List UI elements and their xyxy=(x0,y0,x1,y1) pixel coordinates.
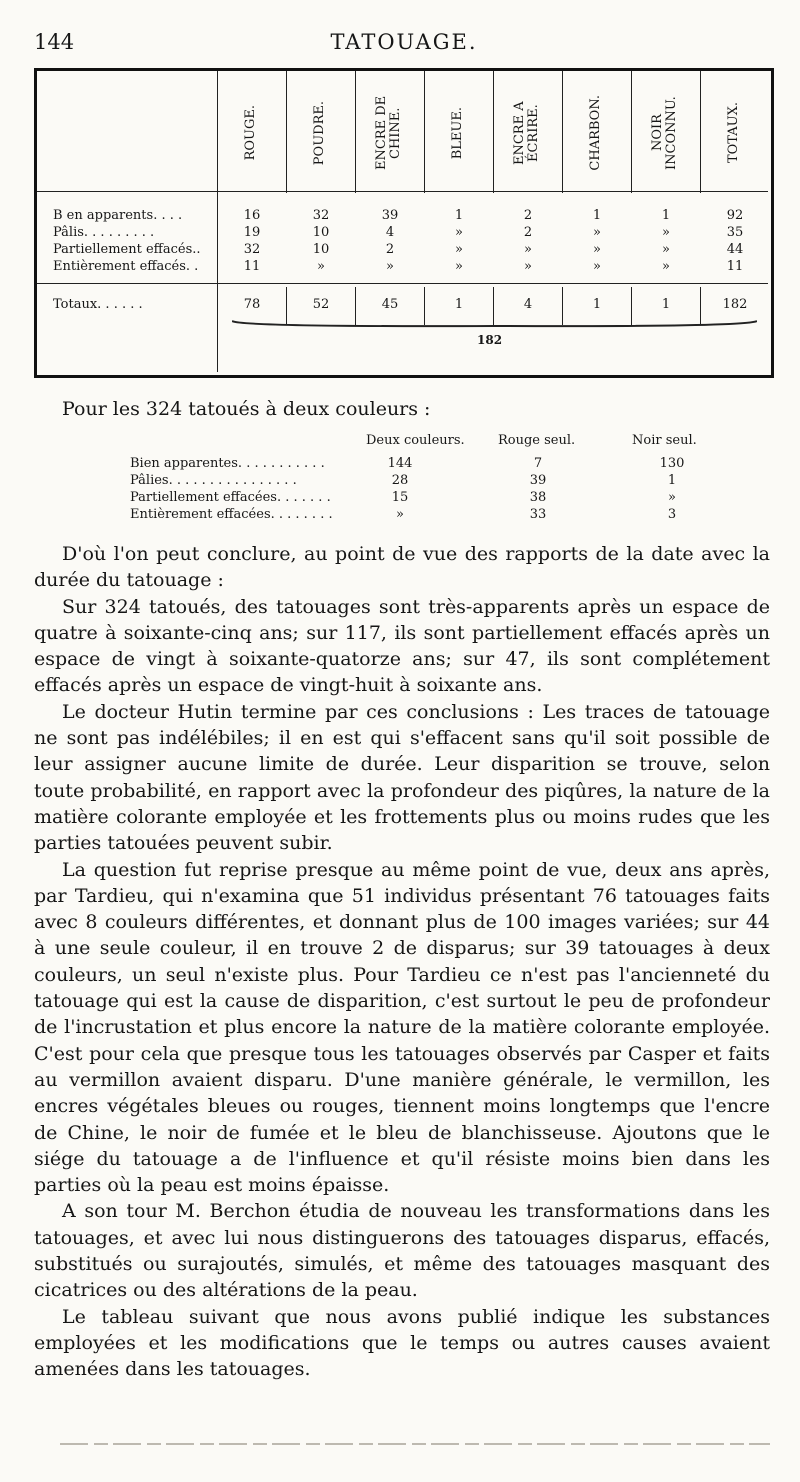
tattoo-ink-table xyxy=(34,68,774,378)
table-cell: 32 xyxy=(312,208,330,223)
column-header: Noir seul. xyxy=(632,433,697,448)
table-cell: 44 xyxy=(726,242,744,257)
table-cell: » xyxy=(593,242,601,257)
table-divider xyxy=(700,71,701,193)
column-header: Rouge seul. xyxy=(498,433,576,448)
table-cell: 144 xyxy=(387,456,413,471)
page-number: 144 xyxy=(34,30,75,54)
row-label: Entièrement effacés. . xyxy=(53,259,199,274)
row-label: Partiellement effacées. . . . . . . xyxy=(130,490,331,505)
table-cell: » xyxy=(455,242,463,257)
table-cell: » xyxy=(524,242,532,257)
table-cell: 39 xyxy=(529,473,547,488)
column-header: BLEUE. xyxy=(450,106,465,160)
table-cell: 11 xyxy=(243,259,261,274)
column-header: NOIR INCONNU. xyxy=(650,96,679,170)
table-cell: » xyxy=(593,259,601,274)
table-cell: 1 xyxy=(667,473,677,488)
table-cell: 2 xyxy=(523,225,533,240)
row-label: Partiellement effacés.. xyxy=(53,242,201,257)
bleed-through-rule xyxy=(60,1440,770,1448)
table-cell: » xyxy=(396,507,404,522)
table-cell: » xyxy=(455,225,463,240)
column-header: ROUGE. xyxy=(243,105,258,161)
table-divider xyxy=(493,71,494,193)
total-cell: 1 xyxy=(592,297,602,312)
table-cell: » xyxy=(662,259,670,274)
total-cell: 1 xyxy=(454,297,464,312)
column-header: POUDRE. xyxy=(312,100,327,166)
table-cell: 15 xyxy=(391,490,409,505)
table-cell: 2 xyxy=(385,242,395,257)
table-cell: » xyxy=(455,259,463,274)
total-cell: 78 xyxy=(243,297,261,312)
table-cell: » xyxy=(662,225,670,240)
table-cell: 1 xyxy=(592,208,602,223)
table-cell: » xyxy=(317,259,325,274)
table-cell: 33 xyxy=(529,507,547,522)
table-cell: 32 xyxy=(243,242,261,257)
total-cell: 52 xyxy=(312,297,330,312)
grand-total: 182 xyxy=(477,333,503,347)
table-cell: » xyxy=(668,490,676,505)
row-label: Pâlies. . . . . . . . . . . . . . . . xyxy=(130,473,297,488)
paragraph: D'où l'on peut conclure, au point de vue des rapports de la date avec la durée du tatouage : xyxy=(34,543,770,592)
paragraph: A son tour M. Berchon étudia de nouveau les transformations dans les tatouages, et avec lui nous distinguerons des tatouages disparus, effacés, substitués ou surajoutés, simulés, et même des tatouages masquant des cicatrices ou des altérations de la peau. xyxy=(34,1200,770,1302)
row-label: Bien apparentes. . . . . . . . . . . xyxy=(130,456,325,471)
table-divider xyxy=(562,71,563,193)
column-header: Deux couleurs. xyxy=(366,433,465,448)
table-cell: 1 xyxy=(661,208,671,223)
table-cell: 38 xyxy=(529,490,547,505)
table-divider xyxy=(424,71,425,193)
paragraph: Le docteur Hutin termine par ces conclusions : Les traces de tatouage ne sont pas indélébiles; il en est qui s'effacent sans qu'il soit possible de leur assigner aucune limite de durée. Leur disparition se trouve, selon toute probabilité, en rapport avec la profondeur des piqûres, la nature de la matière colorante employée et les frottements plus ou moins rudes que les parties tatouées peuvent subir. xyxy=(34,700,770,855)
table-cell: 3 xyxy=(667,507,677,522)
table-cell: 92 xyxy=(726,208,744,223)
table-rule xyxy=(37,191,768,192)
table-cell: 4 xyxy=(385,225,395,240)
table-cell: » xyxy=(524,259,532,274)
table-cell: 7 xyxy=(533,456,543,471)
table-cell: 16 xyxy=(243,208,261,223)
table-cell: » xyxy=(662,242,670,257)
table-cell: 130 xyxy=(659,456,685,471)
table-divider xyxy=(631,71,632,193)
running-title: TATOUAGE. xyxy=(330,30,478,54)
table-cell: 19 xyxy=(243,225,261,240)
total-row-label: Totaux. . . . . . xyxy=(53,297,143,312)
total-cell: 4 xyxy=(523,297,533,312)
table-cell: » xyxy=(593,225,601,240)
total-cell: 45 xyxy=(381,297,399,312)
table-cell: 1 xyxy=(454,208,464,223)
intro-line: Pour les 324 tatoués à deux couleurs : xyxy=(62,398,431,420)
total-cell: 182 xyxy=(722,297,748,312)
table-cell: 2 xyxy=(523,208,533,223)
table-cell: 35 xyxy=(726,225,744,240)
table-cell: 11 xyxy=(726,259,744,274)
table-divider xyxy=(286,71,287,193)
table-cell: » xyxy=(386,259,394,274)
column-header: ENCRE DE CHINE. xyxy=(374,95,403,171)
paragraph: Sur 324 tatoués, des tatouages sont très-apparents après un espace de quatre à soixante-cinq ans; sur 117, ils sont partiellement effacés après un espace de vingt à soixante-quatorze ans; sur 47, ils sont complétement effacés après un espace de vingt-huit à soixante ans. xyxy=(34,595,770,697)
table-cell: 10 xyxy=(312,225,330,240)
paragraph: Le tableau suivant que nous avons publié indique les substances employées et les modifications que le temps ou autres causes avaient amenées dans les tatouages. xyxy=(34,1305,770,1381)
column-header: CHARBON. xyxy=(588,95,603,171)
row-label: B en apparents. . . . xyxy=(53,208,183,223)
column-header: ENCRE A ÉCRIRE. xyxy=(512,101,541,165)
page-header xyxy=(34,30,774,54)
paragraph: La question fut reprise presque au même point de vue, deux ans après, par Tardieu, qui n'examina que 51 individus présentant 76 tatouages faits avec 8 couleurs différentes, et donnant plus de 100 images variées; sur 44 à une seule couleur, il en trouve 2 de disparus; sur 39 tatouages à deux couleurs, un seul n'existe plus. Pour Tardieu ce n'est pas l'ancienneté du tatouage qui est la cause de disparition, c'est surtout le peu de profondeur de l'incrustation et plus encore la nature de la matière colorante employée. C'est pour cela que presque tous les tatouages observés par Casper et faits au vermillon avaient disparu. D'une manière générale, le vermillon, les encres végétales bleues ou rouges, tiennent moins longtemps que l'encre de Chine, le noir de fumée et le bleu de blanchisseuse. Ajoutons que le siége du tatouage a de l'influence et qu'il résiste moins bien dans les parties où la peau est moins épaisse. xyxy=(34,858,770,1197)
body-text xyxy=(34,541,770,1383)
table-rule xyxy=(37,283,768,284)
table-cell: 28 xyxy=(391,473,409,488)
row-label: Pâlis. . . . . . . . . xyxy=(53,225,155,240)
row-label: Entièrement effacées. . . . . . . . xyxy=(130,507,333,522)
table-cell: 10 xyxy=(312,242,330,257)
column-header: TOTAUX. xyxy=(726,102,741,164)
table-cell: 39 xyxy=(381,208,399,223)
total-brace xyxy=(232,319,757,329)
table-divider xyxy=(355,71,356,193)
total-cell: 1 xyxy=(661,297,671,312)
